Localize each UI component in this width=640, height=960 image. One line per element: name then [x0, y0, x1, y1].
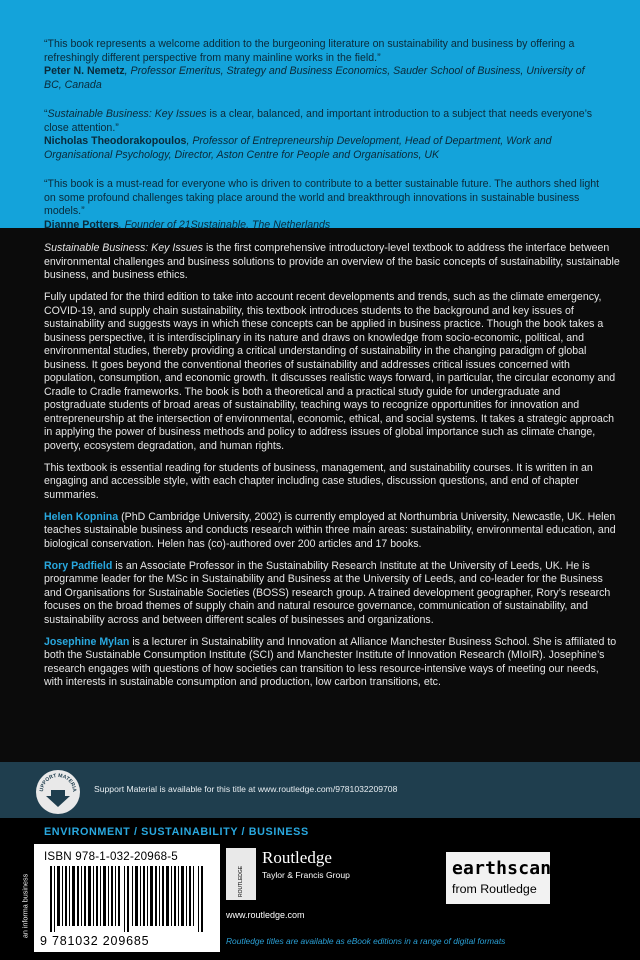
description-intro: Sustainable Business: Key Issues is the first comprehensive introductory-level textbook to address the interface between environmental challenges and business solutions to provide an overview of the basic concepts of sustainability, sustainable business, and business ethics.	[44, 242, 620, 281]
endorsement-text: is a clear, balanced, and important introduction to a subject that needs everyone’s close attention.”	[44, 108, 593, 134]
barcode	[50, 866, 210, 932]
ebook-availability-note: Routledge titles are available as eBook editions in a range of digital formats	[226, 936, 506, 946]
endorsement-text: “This book is a must-read for everyone who is driven to contribute to a better sustainable future. The authors shed light on some profound challenges taking place around the world and breakthrough innovations in sustainable business models.”	[44, 178, 600, 217]
author-bio-josephine-mylan: Josephine Mylan is a lecturer in Sustainability and Innovation at Alliance Manchester Business School. She is affiliated to both the Sustainable Consumption Institute (SCI) and Manchester Institute of Innovation Research (MIoIR). Josephine’s research engages with questions of how societies can transition to less resource-intensive ways of meeting our needs, with interests in sustainable consumption and production, low carbon transitions, etc.	[44, 635, 617, 688]
endorsement-2	[44, 108, 604, 162]
publisher-url[interactable]: www.routledge.com	[226, 910, 305, 920]
book-title: Sustainable Business: Key Issues	[44, 242, 203, 254]
author-bio-helen-kopnina: Helen Kopnina (PhD Cambridge University, 2002) is currently employed at Northumbria University, Newcastle, UK. Helen teaches sustainable business and conducts research within three main areas: sustainability, environmental education, and biological conservation. Helen has (co)-authored over 200 articles and 17 books.	[44, 510, 616, 550]
publisher-group: Taylor & Francis Group	[262, 870, 350, 880]
earthscan-subtitle: from Routledge	[452, 882, 537, 896]
open-quote: “	[44, 108, 48, 120]
endorser-affiliation: , Professor of Entrepreneurship Development, Head of Department, Work and Organisational Psychology, Director, Aston Centre for People and Organisations, UK	[44, 135, 552, 161]
endorsement-text: “This book represents a welcome addition to the burgeoning literature on sustainability and business by offering a refreshingly different perspective from many mainline works in the field.”	[44, 38, 575, 64]
endorser-name: Nicholas Theodorakopoulos	[44, 135, 187, 147]
endorser-name: Peter N. Nemetz	[44, 65, 125, 77]
support-material-badge	[36, 770, 80, 814]
description-paragraph: This textbook is essential reading for students of business, management, and sustainability courses. It is written in an engaging and accessible style, with each chapter including case studies, discussion questions, and end of chapter summaries.	[44, 461, 593, 501]
book-title: Sustainable Business: Key Issues	[47, 108, 207, 120]
earthscan-logo	[446, 852, 550, 904]
endorsement-1	[44, 38, 604, 92]
author-name: Josephine Mylan	[44, 635, 130, 648]
endorser-affiliation: , Founder of 21Sustainable, The Netherlands	[118, 218, 331, 231]
isbn-barcode	[34, 844, 220, 952]
svg-text:SUPPORT MATERIAL: UPPORT MATERIA	[38, 772, 78, 793]
routledge-logo: ROUTLEDGE	[226, 848, 256, 900]
description-paragraph: Fully updated for the third edition to take into account recent developments and trends, such as the climate emergency, COVID-19, and supply chain sustainability, this textbook introduces students to the background and key issues of sustainability and suggests ways in which these concepts can be applied in business practice. Though the book takes a business perspective, it is interdisciplinary in its nature and draws on knowledge from socio-economic, political, and environmental studies, thereby providing a critical understanding of sustainability in the changing paradigm of global business. It goes beyond the conventional theories of sustainability and addresses critical issues concerned with population, consumption, and economic growth. It discusses realistic ways forward, in particular, the circular economy and Cradle to Cradle frameworks. The book is both a theoretical and a practical study guide for undergraduate and postgraduate students of broad areas of sustainability, teaching ways to recognize opportunities for innovation and entrepreneurship at the intersection of environmental, economic, ethical, and social systems. It takes a strategic approach in applying the power of business methods and policy to address issues of global importance such as climate change, poverty, ecosystem degradation, and human rights.	[44, 291, 616, 452]
publisher-name: Routledge	[262, 848, 332, 867]
isbn-number: ISBN 978-1-032-20968-5	[44, 850, 178, 863]
endorsement-3	[44, 178, 604, 232]
barcode-digits: 9 781032 209685	[40, 934, 150, 948]
author-name: Rory Padfield	[44, 559, 113, 572]
support-material-text: Support Material is available for this title at www.routledge.com/9781032209708	[94, 784, 398, 794]
book-description	[0, 228, 640, 762]
download-arrow-icon	[36, 770, 80, 814]
publisher-footer	[0, 818, 640, 960]
endorser-affiliation: , Professor Emeritus, Strategy and Business Economics, Sauder School of Business, University of BC, Canada	[44, 65, 585, 91]
author-bio-rory-padfield: Rory Padfield is an Associate Professor in the Sustainability Research Institute at the University of Leeds, UK. He is programme leader for the MSc in Sustainability and Business at the University of Leeds, and co-leader for the Business and Organisations for Sustainable Societies (BOSS) research group. A trained development geographer, Rory’s research focuses on the broad themes of supply chain and natural resource governance, communication of sustainability, and sustainability across and between different scales of businesses and organizations.	[44, 559, 611, 626]
earthscan-wordmark: earthscan	[452, 858, 552, 879]
support-material-strip	[0, 762, 640, 818]
endorser-name: Dianne Potters	[44, 218, 119, 231]
subject-category: ENVIRONMENT / SUSTAINABILITY / BUSINESS	[44, 826, 309, 838]
endorsements-panel	[0, 0, 640, 231]
author-name: Helen Kopnina	[44, 510, 119, 523]
informa-tagline: an informa business	[20, 873, 30, 939]
